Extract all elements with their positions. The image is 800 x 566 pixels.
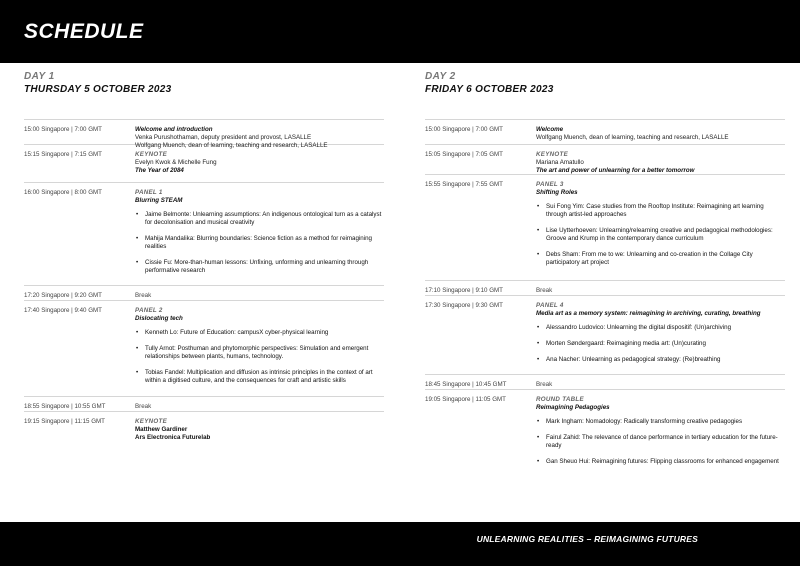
session-title: Welcome and introduction (135, 126, 213, 133)
break-label: Break (135, 403, 152, 410)
session-title: Shifting Roles (536, 189, 578, 196)
talk-item: • Sui Fong Yim: Case studies from the Rooftop Institute: Reimagining art learning through artist-led approaches (536, 203, 785, 219)
session-row (425, 295, 785, 374)
session-title: Media art as a memory system: reimagining in archiving, curating, breathing (536, 310, 761, 317)
session-row (425, 174, 785, 280)
session-row (425, 389, 785, 489)
talk-item: • Cissie Fu: More-than-human lessons: Unfixing, unforming and unlearning through performative research (135, 259, 384, 275)
break-row (425, 374, 785, 389)
break-row (24, 396, 384, 411)
talk-item: • Mahija Mandalika: Blurring boundaries: Science fiction as a method for reimagining realities (135, 235, 384, 251)
session-time: 15:05 Singapore | 7:05 GMT (425, 151, 503, 158)
session-time: 18:45 Singapore | 10:45 GMT (425, 381, 507, 388)
session-title: Dislocating tech (135, 315, 183, 322)
session-row (24, 411, 384, 441)
talk-item: • Kenneth Lo: Future of Education: campusX cyber-physical learning (135, 329, 384, 337)
session-affiliation: Ars Electronica Futurelab (135, 434, 211, 441)
day1-column (24, 70, 384, 441)
session-time: 15:00 Singapore | 7:00 GMT (24, 126, 102, 133)
session-kind: PANEL 1 (135, 189, 163, 196)
session-kind: ROUND TABLE (536, 396, 584, 403)
session-kind: PANEL 4 (536, 302, 564, 309)
session-title: Reimagining Pedagogies (536, 404, 610, 411)
session-kind: PANEL 2 (135, 307, 163, 314)
session-time: 17:40 Singapore | 9:40 GMT (24, 307, 102, 314)
talk-item: • Lise Uytterhoeven: Unlearning/relearning creative and pedagogical methodologies: Groove and Krump in the contemporary dance curriculum (536, 227, 785, 243)
session-row (24, 182, 384, 285)
talk-item: • Fairul Zahid: The relevance of dance performance in tertiary education for the future-ready (536, 434, 785, 450)
session-row (24, 300, 384, 396)
day2-label: DAY 2 (425, 71, 456, 82)
talk-item: • Morten Søndergaard: Reimagining media art: (Un)curating (536, 340, 785, 348)
session-title: Welcome (536, 126, 564, 133)
talk-item: • Mark Ingham: Nomadology: Radically transforming creative pedagogies (536, 418, 785, 426)
footer-bar (0, 522, 800, 566)
talk-item: • Tobias Fandel: Multiplication and diffusion as intrinsic principles in the context of art within a digitised culture, and the consequences for craft and artistic skills (135, 369, 384, 385)
session-time: 16:00 Singapore | 8:00 GMT (24, 189, 102, 196)
session-time: 18:55 Singapore | 10:55 GMT (24, 403, 106, 410)
session-row (425, 119, 785, 144)
page-title: SCHEDULE (24, 20, 144, 43)
session-speaker: Matthew Gardiner (135, 426, 188, 433)
session-time: 19:15 Singapore | 11:15 GMT (24, 418, 105, 425)
day2-sessions (425, 119, 785, 489)
break-label: Break (536, 287, 553, 294)
talk-item: • Ana Nacher: Unlearning as pedagogical strategy: (Re)breathing (536, 356, 785, 364)
talk-item: • Debs Sham: From me to we: Unlearning and co-creation in the Collage City participatory art project (536, 251, 785, 267)
talk-item: • Alessandro Ludovico: Unlearning the digital dispositif: (Un)archiving (536, 324, 785, 332)
session-time: 15:55 Singapore | 7:55 GMT (425, 181, 503, 188)
session-title: The Year of 2084 (135, 167, 184, 174)
talk-item: • Tully Arnot: Posthuman and phytomorphic perspectives: Simulation and emergent relationships between plants, humans, technology. (135, 345, 384, 361)
session-time: 19:05 Singapore | 11:05 GMT (425, 396, 506, 403)
session-time: 17:20 Singapore | 9:20 GMT (24, 292, 102, 299)
session-row (425, 144, 785, 174)
day1-date: THURSDAY 5 OCTOBER 2023 (24, 84, 172, 95)
header-bar (0, 0, 800, 63)
session-kind: KEYNOTE (135, 151, 168, 158)
session-time: 15:15 Singapore | 7:15 GMT (24, 151, 102, 158)
day2-column (425, 70, 785, 489)
session-kind: KEYNOTE (135, 418, 168, 425)
day2-date: FRIDAY 6 OCTOBER 2023 (425, 84, 554, 95)
day1-label: DAY 1 (24, 71, 55, 82)
session-time: 17:30 Singapore | 9:30 GMT (425, 302, 503, 309)
session-line: Wolfgang Muench, dean of learning, teaching and research, LASALLE (135, 142, 328, 149)
session-title: The art and power of unlearning for a better tomorrow (536, 167, 695, 174)
talk-item: • Jaime Belmonte: Unlearning assumptions: An indigenous ontological turn as a catalyst for decolonisation and musical creativity (135, 211, 384, 227)
session-row (24, 119, 384, 149)
session-time: 15:00 Singapore | 7:00 GMT (425, 126, 503, 133)
footer-tagline: UNLEARNING REALITIES – REIMAGINING FUTURES (476, 534, 698, 544)
session-speaker: Evelyn Kwok & Michelle Fung (135, 159, 217, 166)
break-row (425, 280, 785, 295)
session-kind: PANEL 3 (536, 181, 564, 188)
session-line: Wolfgang Muench, dean of learning, teaching and research, LASALLE (536, 134, 729, 141)
session-title: Blurring STEAM (135, 197, 183, 204)
session-speaker: Mariana Amatullo (536, 159, 584, 166)
session-time: 17:10 Singapore | 9:10 GMT (425, 287, 503, 294)
break-row (24, 285, 384, 300)
session-kind: KEYNOTE (536, 151, 569, 158)
session-line: Venka Purushothaman, deputy president and provost, LASALLE (135, 134, 312, 141)
talk-item: • Gan Sheuo Hui: Reimagining futures: Flipping classrooms for enhanced engagement (536, 458, 785, 466)
break-label: Break (135, 292, 152, 299)
break-label: Break (536, 381, 553, 388)
day1-sessions (24, 119, 384, 441)
